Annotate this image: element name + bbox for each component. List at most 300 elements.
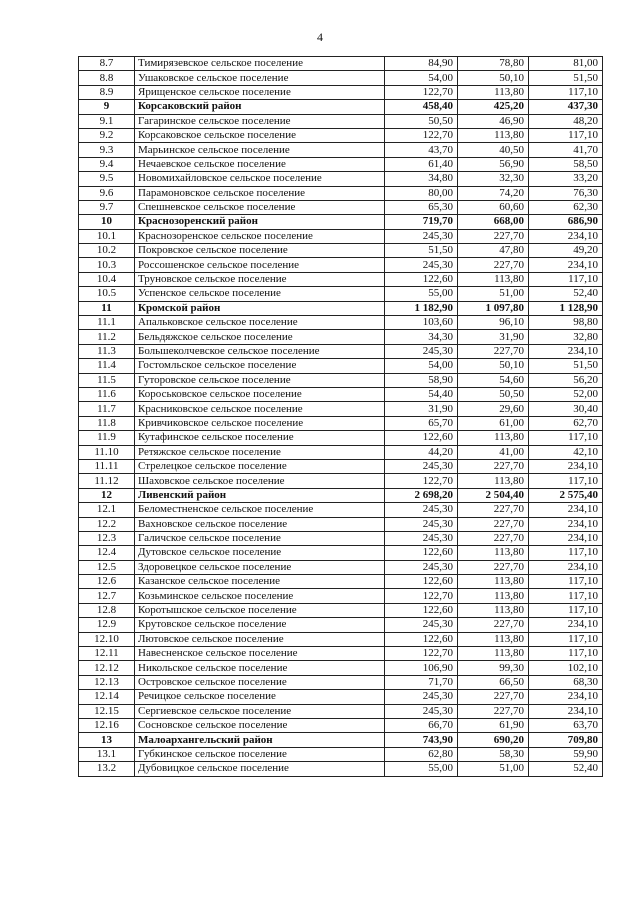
row-name-cell: Тимирязевское сельское поселение [135, 57, 385, 71]
value-cell-3: 102,10 [529, 661, 603, 675]
value-cell-3: 234,10 [529, 704, 603, 718]
value-cell-1: 34,30 [385, 330, 458, 344]
settlement-row [79, 373, 603, 387]
row-number-cell: 12.8 [79, 603, 135, 617]
row-name-cell: Кутафинское сельское поселение [135, 431, 385, 445]
settlement-row [79, 747, 603, 761]
value-cell-1: 122,70 [385, 85, 458, 99]
settlement-row [79, 287, 603, 301]
row-name-cell: Здоровецкое сельское поселение [135, 560, 385, 574]
value-cell-3: 56,20 [529, 373, 603, 387]
row-name-cell: Сергиевское сельское поселение [135, 704, 385, 718]
table-body [79, 57, 603, 777]
value-cell-2: 227,70 [458, 704, 529, 718]
value-cell-1: 43,70 [385, 143, 458, 157]
row-number-cell: 11.3 [79, 344, 135, 358]
row-name-cell: Малоархангельский район [135, 733, 385, 747]
value-cell-2: 1 097,80 [458, 301, 529, 315]
row-number-cell: 9 [79, 100, 135, 114]
district-row [79, 100, 603, 114]
value-cell-1: 62,80 [385, 747, 458, 761]
value-cell-3: 76,30 [529, 186, 603, 200]
value-cell-1: 51,50 [385, 244, 458, 258]
settlement-row [79, 459, 603, 473]
value-cell-1: 245,30 [385, 618, 458, 632]
settlement-row [79, 402, 603, 416]
row-number-cell: 9.1 [79, 114, 135, 128]
value-cell-2: 227,70 [458, 258, 529, 272]
settlement-row [79, 718, 603, 732]
value-cell-2: 227,70 [458, 517, 529, 531]
row-name-cell: Речицкое сельское поселение [135, 690, 385, 704]
value-cell-1: 34,80 [385, 172, 458, 186]
value-cell-3: 52,40 [529, 762, 603, 776]
value-cell-3: 117,10 [529, 546, 603, 560]
row-name-cell: Краснозоренский район [135, 215, 385, 229]
row-number-cell: 8.7 [79, 57, 135, 71]
row-name-cell: Корсаковское сельское поселение [135, 128, 385, 142]
value-cell-1: 61,40 [385, 157, 458, 171]
value-cell-1: 245,30 [385, 690, 458, 704]
settlement-row [79, 71, 603, 85]
row-name-cell: Краснозоренское сельское поселение [135, 229, 385, 243]
value-cell-3: 117,10 [529, 632, 603, 646]
row-name-cell: Беломестненское сельское поселение [135, 503, 385, 517]
value-cell-2: 32,30 [458, 172, 529, 186]
settlement-row [79, 85, 603, 99]
row-number-cell: 12.14 [79, 690, 135, 704]
value-cell-1: 245,30 [385, 560, 458, 574]
value-cell-2: 58,30 [458, 747, 529, 761]
row-number-cell: 9.3 [79, 143, 135, 157]
value-cell-2: 113,80 [458, 603, 529, 617]
value-cell-2: 99,30 [458, 661, 529, 675]
row-number-cell: 11.11 [79, 459, 135, 473]
row-name-cell: Галичское сельское поселение [135, 531, 385, 545]
value-cell-3: 62,30 [529, 200, 603, 214]
settlement-row [79, 272, 603, 286]
row-number-cell: 12.2 [79, 517, 135, 531]
settlement-row [79, 575, 603, 589]
budget-table [78, 56, 603, 777]
value-cell-1: 245,30 [385, 517, 458, 531]
value-cell-3: 68,30 [529, 675, 603, 689]
value-cell-2: 113,80 [458, 575, 529, 589]
value-cell-1: 71,70 [385, 675, 458, 689]
settlement-row [79, 316, 603, 330]
row-number-cell: 9.7 [79, 200, 135, 214]
value-cell-3: 49,20 [529, 244, 603, 258]
row-name-cell: Крутовское сельское поселение [135, 618, 385, 632]
value-cell-2: 47,80 [458, 244, 529, 258]
settlement-row [79, 172, 603, 186]
settlement-row [79, 675, 603, 689]
value-cell-2: 61,90 [458, 718, 529, 732]
settlement-row [79, 330, 603, 344]
row-number-cell: 12.11 [79, 647, 135, 661]
row-number-cell: 9.6 [79, 186, 135, 200]
row-name-cell: Шаховское сельское поселение [135, 474, 385, 488]
value-cell-2: 61,00 [458, 416, 529, 430]
value-cell-2: 113,80 [458, 589, 529, 603]
value-cell-3: 234,10 [529, 344, 603, 358]
value-cell-1: 245,30 [385, 344, 458, 358]
row-name-cell: Гагаринское сельское поселение [135, 114, 385, 128]
value-cell-3: 709,80 [529, 733, 603, 747]
row-name-cell: Ярищенское сельское поселение [135, 85, 385, 99]
row-name-cell: Ушаковское сельское поселение [135, 71, 385, 85]
row-name-cell: Парамоновское сельское поселение [135, 186, 385, 200]
settlement-row [79, 503, 603, 517]
settlement-row [79, 618, 603, 632]
value-cell-1: 122,70 [385, 647, 458, 661]
value-cell-2: 227,70 [458, 531, 529, 545]
settlement-row [79, 200, 603, 214]
value-cell-1: 719,70 [385, 215, 458, 229]
row-name-cell: Навесненское сельское поселение [135, 647, 385, 661]
value-cell-2: 425,20 [458, 100, 529, 114]
value-cell-1: 743,90 [385, 733, 458, 747]
settlement-row [79, 186, 603, 200]
settlement-row [79, 157, 603, 171]
settlement-row [79, 531, 603, 545]
value-cell-3: 32,80 [529, 330, 603, 344]
settlement-row [79, 546, 603, 560]
value-cell-1: 122,60 [385, 632, 458, 646]
row-number-cell: 10.2 [79, 244, 135, 258]
row-number-cell: 10.5 [79, 287, 135, 301]
value-cell-3: 33,20 [529, 172, 603, 186]
row-number-cell: 10.3 [79, 258, 135, 272]
value-cell-3: 437,30 [529, 100, 603, 114]
row-number-cell: 12.10 [79, 632, 135, 646]
row-name-cell: Россошенское сельское поселение [135, 258, 385, 272]
row-name-cell: Никольское сельское поселение [135, 661, 385, 675]
value-cell-3: 234,10 [529, 618, 603, 632]
value-cell-1: 122,60 [385, 546, 458, 560]
row-name-cell: Короськовское сельское поселение [135, 387, 385, 401]
settlement-row [79, 244, 603, 258]
value-cell-3: 2 575,40 [529, 488, 603, 502]
row-number-cell: 12.9 [79, 618, 135, 632]
row-name-cell: Козьминское сельское поселение [135, 589, 385, 603]
row-number-cell: 12.7 [79, 589, 135, 603]
value-cell-2: 227,70 [458, 459, 529, 473]
row-name-cell: Спешневское сельское поселение [135, 200, 385, 214]
row-name-cell: Нечаевское сельское поселение [135, 157, 385, 171]
district-row [79, 301, 603, 315]
value-cell-1: 245,30 [385, 531, 458, 545]
value-cell-2: 50,50 [458, 387, 529, 401]
row-name-cell: Корсаковский район [135, 100, 385, 114]
value-cell-1: 122,60 [385, 575, 458, 589]
value-cell-2: 690,20 [458, 733, 529, 747]
settlement-row [79, 445, 603, 459]
value-cell-1: 2 698,20 [385, 488, 458, 502]
value-cell-1: 55,00 [385, 287, 458, 301]
value-cell-2: 113,80 [458, 431, 529, 445]
value-cell-2: 113,80 [458, 85, 529, 99]
value-cell-2: 56,90 [458, 157, 529, 171]
row-number-cell: 11 [79, 301, 135, 315]
row-name-cell: Красниковское сельское поселение [135, 402, 385, 416]
value-cell-3: 51,50 [529, 359, 603, 373]
value-cell-3: 42,10 [529, 445, 603, 459]
value-cell-3: 117,10 [529, 272, 603, 286]
value-cell-1: 65,30 [385, 200, 458, 214]
row-name-cell: Труновское сельское поселение [135, 272, 385, 286]
value-cell-3: 234,10 [529, 258, 603, 272]
value-cell-2: 50,10 [458, 71, 529, 85]
row-name-cell: Коротышское сельское поселение [135, 603, 385, 617]
settlement-row [79, 431, 603, 445]
value-cell-2: 54,60 [458, 373, 529, 387]
row-number-cell: 13.2 [79, 762, 135, 776]
value-cell-3: 234,10 [529, 517, 603, 531]
settlement-row [79, 647, 603, 661]
value-cell-3: 48,20 [529, 114, 603, 128]
settlement-row [79, 560, 603, 574]
row-name-cell: Островское сельское поселение [135, 675, 385, 689]
settlement-row [79, 704, 603, 718]
row-name-cell: Гостомльское сельское поселение [135, 359, 385, 373]
value-cell-3: 52,40 [529, 287, 603, 301]
value-cell-2: 74,20 [458, 186, 529, 200]
row-name-cell: Успенское сельское поселение [135, 287, 385, 301]
value-cell-1: 54,00 [385, 71, 458, 85]
value-cell-2: 227,70 [458, 618, 529, 632]
value-cell-1: 122,60 [385, 603, 458, 617]
settlement-row [79, 603, 603, 617]
value-cell-1: 50,50 [385, 114, 458, 128]
settlement-row [79, 474, 603, 488]
settlement-row [79, 387, 603, 401]
value-cell-1: 31,90 [385, 402, 458, 416]
row-number-cell: 13 [79, 733, 135, 747]
settlement-row [79, 632, 603, 646]
value-cell-2: 113,80 [458, 632, 529, 646]
value-cell-3: 234,10 [529, 503, 603, 517]
value-cell-1: 122,60 [385, 272, 458, 286]
value-cell-3: 117,10 [529, 474, 603, 488]
row-number-cell: 12.3 [79, 531, 135, 545]
value-cell-1: 103,60 [385, 316, 458, 330]
value-cell-2: 51,00 [458, 287, 529, 301]
value-cell-3: 234,10 [529, 560, 603, 574]
value-cell-1: 66,70 [385, 718, 458, 732]
value-cell-3: 117,10 [529, 603, 603, 617]
row-name-cell: Гуторовское сельское поселение [135, 373, 385, 387]
row-number-cell: 12.1 [79, 503, 135, 517]
value-cell-3: 58,50 [529, 157, 603, 171]
value-cell-2: 46,90 [458, 114, 529, 128]
settlement-row [79, 589, 603, 603]
row-name-cell: Дутовское сельское поселение [135, 546, 385, 560]
value-cell-3: 234,10 [529, 229, 603, 243]
row-number-cell: 9.4 [79, 157, 135, 171]
row-number-cell: 12.12 [79, 661, 135, 675]
row-number-cell: 9.2 [79, 128, 135, 142]
district-row [79, 488, 603, 502]
settlement-row [79, 344, 603, 358]
row-number-cell: 11.1 [79, 316, 135, 330]
settlement-row [79, 229, 603, 243]
value-cell-2: 78,80 [458, 57, 529, 71]
settlement-row [79, 690, 603, 704]
value-cell-1: 58,90 [385, 373, 458, 387]
row-name-cell: Ретяжское сельское поселение [135, 445, 385, 459]
row-name-cell: Сосновское сельское поселение [135, 718, 385, 732]
row-name-cell: Дубовицкое сельское поселение [135, 762, 385, 776]
settlement-row [79, 359, 603, 373]
value-cell-3: 234,10 [529, 690, 603, 704]
row-number-cell: 12.15 [79, 704, 135, 718]
row-name-cell: Кривчиковское сельское поселение [135, 416, 385, 430]
value-cell-1: 65,70 [385, 416, 458, 430]
value-cell-1: 122,70 [385, 589, 458, 603]
value-cell-3: 117,10 [529, 575, 603, 589]
row-number-cell: 11.2 [79, 330, 135, 344]
row-name-cell: Вахновское сельское поселение [135, 517, 385, 531]
settlement-row [79, 128, 603, 142]
value-cell-3: 117,10 [529, 431, 603, 445]
row-number-cell: 11.4 [79, 359, 135, 373]
value-cell-2: 227,70 [458, 560, 529, 574]
value-cell-2: 2 504,40 [458, 488, 529, 502]
value-cell-1: 245,30 [385, 229, 458, 243]
value-cell-2: 66,50 [458, 675, 529, 689]
value-cell-2: 113,80 [458, 647, 529, 661]
value-cell-2: 40,50 [458, 143, 529, 157]
value-cell-1: 1 182,90 [385, 301, 458, 315]
value-cell-3: 81,00 [529, 57, 603, 71]
value-cell-2: 668,00 [458, 215, 529, 229]
row-number-cell: 10 [79, 215, 135, 229]
row-name-cell: Губкинское сельское поселение [135, 747, 385, 761]
value-cell-1: 80,00 [385, 186, 458, 200]
row-number-cell: 12.5 [79, 560, 135, 574]
row-number-cell: 10.4 [79, 272, 135, 286]
value-cell-1: 245,30 [385, 503, 458, 517]
value-cell-1: 245,30 [385, 704, 458, 718]
row-number-cell: 8.9 [79, 85, 135, 99]
value-cell-3: 117,10 [529, 589, 603, 603]
settlement-row [79, 762, 603, 776]
value-cell-1: 122,60 [385, 431, 458, 445]
value-cell-3: 234,10 [529, 459, 603, 473]
value-cell-1: 54,40 [385, 387, 458, 401]
value-cell-3: 1 128,90 [529, 301, 603, 315]
row-number-cell: 11.9 [79, 431, 135, 445]
row-name-cell: Лютовское сельское поселение [135, 632, 385, 646]
value-cell-2: 41,00 [458, 445, 529, 459]
value-cell-1: 55,00 [385, 762, 458, 776]
value-cell-3: 117,10 [529, 647, 603, 661]
value-cell-1: 122,70 [385, 474, 458, 488]
row-name-cell: Ливенский район [135, 488, 385, 502]
value-cell-3: 686,90 [529, 215, 603, 229]
value-cell-3: 51,50 [529, 71, 603, 85]
row-number-cell: 12.13 [79, 675, 135, 689]
value-cell-1: 245,30 [385, 258, 458, 272]
value-cell-2: 227,70 [458, 503, 529, 517]
settlement-row [79, 143, 603, 157]
settlement-row [79, 57, 603, 71]
value-cell-3: 98,80 [529, 316, 603, 330]
value-cell-3: 41,70 [529, 143, 603, 157]
value-cell-1: 122,70 [385, 128, 458, 142]
value-cell-2: 113,80 [458, 474, 529, 488]
row-number-cell: 11.8 [79, 416, 135, 430]
row-number-cell: 11.10 [79, 445, 135, 459]
value-cell-2: 51,00 [458, 762, 529, 776]
value-cell-2: 113,80 [458, 546, 529, 560]
row-name-cell: Кромской район [135, 301, 385, 315]
value-cell-2: 227,70 [458, 344, 529, 358]
row-name-cell: Казанское сельское поселение [135, 575, 385, 589]
value-cell-2: 113,80 [458, 128, 529, 142]
row-name-cell: Апальковское сельское поселение [135, 316, 385, 330]
value-cell-2: 96,10 [458, 316, 529, 330]
row-number-cell: 11.12 [79, 474, 135, 488]
value-cell-3: 62,70 [529, 416, 603, 430]
row-number-cell: 8.8 [79, 71, 135, 85]
row-name-cell: Покровское сельское поселение [135, 244, 385, 258]
value-cell-2: 31,90 [458, 330, 529, 344]
row-number-cell: 11.6 [79, 387, 135, 401]
value-cell-1: 54,00 [385, 359, 458, 373]
district-row [79, 733, 603, 747]
row-name-cell: Новомихайловское сельское поселение [135, 172, 385, 186]
row-number-cell: 12.16 [79, 718, 135, 732]
row-number-cell: 12 [79, 488, 135, 502]
value-cell-2: 29,60 [458, 402, 529, 416]
settlement-row [79, 517, 603, 531]
row-number-cell: 11.7 [79, 402, 135, 416]
page-number: 4 [317, 30, 323, 44]
row-number-cell: 12.6 [79, 575, 135, 589]
row-number-cell: 12.4 [79, 546, 135, 560]
value-cell-2: 227,70 [458, 690, 529, 704]
row-name-cell: Стрелецкое сельское поселение [135, 459, 385, 473]
value-cell-3: 117,10 [529, 128, 603, 142]
district-row [79, 215, 603, 229]
value-cell-2: 50,10 [458, 359, 529, 373]
row-number-cell: 13.1 [79, 747, 135, 761]
row-name-cell: Марьинское сельское поселение [135, 143, 385, 157]
row-number-cell: 10.1 [79, 229, 135, 243]
value-cell-1: 84,90 [385, 57, 458, 71]
row-number-cell: 11.5 [79, 373, 135, 387]
value-cell-1: 44,20 [385, 445, 458, 459]
value-cell-2: 227,70 [458, 229, 529, 243]
value-cell-1: 106,90 [385, 661, 458, 675]
value-cell-2: 113,80 [458, 272, 529, 286]
value-cell-3: 52,00 [529, 387, 603, 401]
value-cell-1: 245,30 [385, 459, 458, 473]
settlement-row [79, 661, 603, 675]
row-name-cell: Бельдяжское сельское поселение [135, 330, 385, 344]
settlement-row [79, 416, 603, 430]
settlement-row [79, 114, 603, 128]
value-cell-3: 59,90 [529, 747, 603, 761]
row-name-cell: Большеколчевское сельское поселение [135, 344, 385, 358]
value-cell-2: 60,60 [458, 200, 529, 214]
value-cell-1: 458,40 [385, 100, 458, 114]
value-cell-3: 30,40 [529, 402, 603, 416]
value-cell-3: 234,10 [529, 531, 603, 545]
value-cell-3: 117,10 [529, 85, 603, 99]
